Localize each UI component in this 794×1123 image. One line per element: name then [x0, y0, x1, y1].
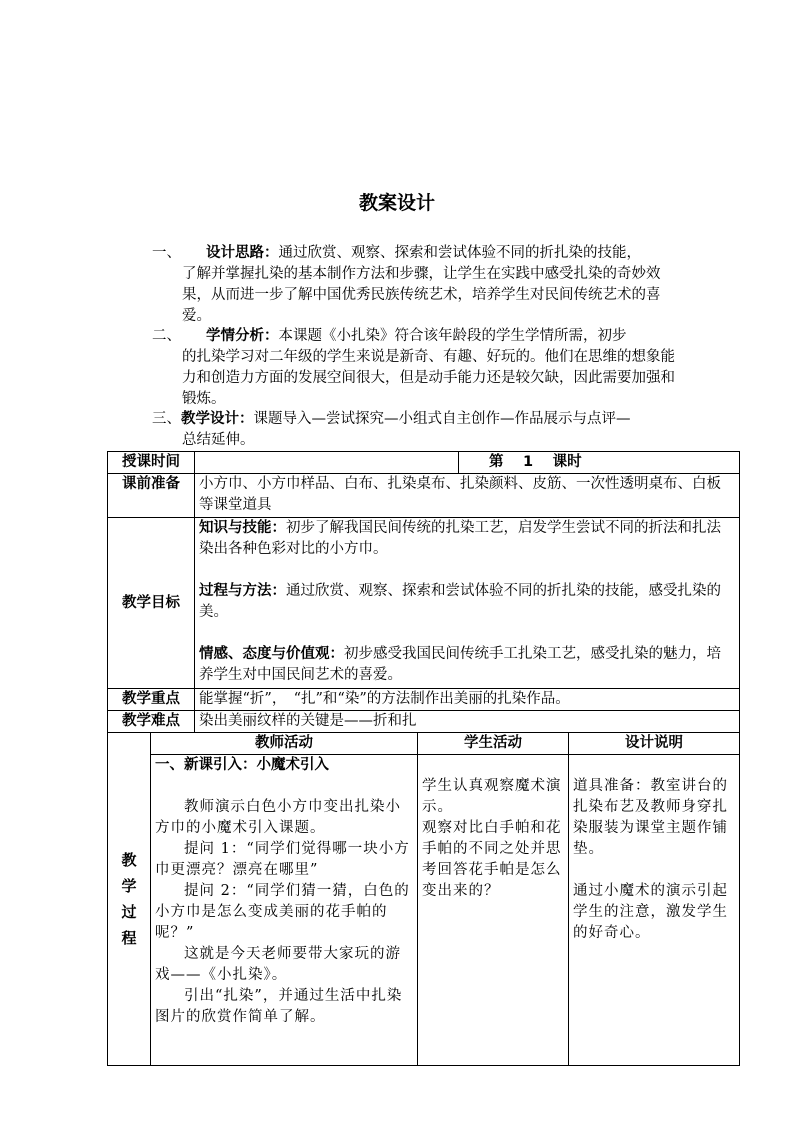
- key-value: 能掌握“折”， “扎”和“染”的方法制作出美丽的扎染作品。: [195, 689, 740, 711]
- section-text-cont: 的扎染学习对二年级的学生来说是新奇、有趣、好玩的。他们在思维的想象能力和创造力方面的发展空间很大，但是动手能力还是较欠缺，因此需要加强和锻炼。: [182, 349, 675, 407]
- time-label: 授课时间: [108, 452, 195, 474]
- row-difficulty: [108, 711, 740, 733]
- difficulty-value: 染出美丽纹样的关键是——折和扎: [195, 711, 740, 733]
- goal-process: [199, 581, 735, 623]
- difficulty-label: 教学难点: [108, 711, 195, 733]
- goal-heading: 情感、态度与价值观：: [199, 646, 344, 662]
- key-label: 教学重点: [108, 689, 195, 711]
- goal-knowledge: [199, 518, 735, 560]
- section-learner-analysis: [152, 326, 678, 410]
- row-prep: [108, 474, 740, 518]
- row-process-content: [108, 755, 740, 1066]
- student-activity: [418, 755, 569, 1066]
- student-para: 观察对比白手帕和花手帕的不同之处并思考回答花手帕是怎么变出来的？: [422, 820, 562, 899]
- section-heading: 设计思路：: [206, 245, 279, 261]
- section-heading: 学情分析：: [206, 328, 279, 344]
- goal-text: 通过欣赏、观察、探索和尝试体验不同的折扎染的技能，感受扎染的美。: [199, 583, 721, 620]
- goal-text: 初步了解我国民间传统的扎染工艺，启发学生尝试不同的折法和扎法染出各种色彩对比的小方巾。: [199, 520, 721, 557]
- section-text-cont: 总结延伸。: [182, 432, 255, 448]
- teacher-para: 提问 1：“同学们觉得哪一块小方巾更漂亮？漂亮在哪里”: [155, 841, 410, 878]
- teacher-para: 这就是今天老师要带大家玩的游戏——《小扎染》。: [155, 946, 401, 983]
- section-number: 二、: [152, 328, 181, 344]
- col-design: 设计说明: [569, 733, 740, 755]
- col-teacher: 教师活动: [151, 733, 418, 755]
- process-label: [108, 733, 151, 1066]
- section-text: 本课题《小扎染》符合该年龄段的学生学情所需，初步: [278, 328, 627, 344]
- goal-emotion: [199, 644, 735, 686]
- prep-label: 课前准备: [108, 474, 195, 518]
- page-title: 教案设计: [358, 192, 435, 214]
- goal-text: 初步感受我国民间传统手工扎染工艺，感受扎染的魅力，培养学生对中国民间艺术的喜爱。: [199, 646, 721, 683]
- process-char: 学: [121, 877, 137, 895]
- col-student: 学生活动: [418, 733, 569, 755]
- teacher-activity: [151, 755, 418, 1066]
- section-teaching-design: [152, 409, 678, 451]
- section-text: 课题导入—尝试探究—小组式自主创作—作品展示与点评—: [253, 411, 631, 427]
- section-number: 三、: [152, 411, 181, 427]
- teacher-heading: 一、新课引入：小魔术引入: [155, 757, 329, 773]
- goal-heading: 过程与方法：: [199, 583, 286, 599]
- lesson-table: [107, 451, 740, 1066]
- lesson-number: 第 1 课时: [459, 452, 740, 474]
- row-process-header: [108, 733, 740, 755]
- goal-content: [195, 518, 740, 689]
- prep-value: 小方巾、小方巾样品、白布、扎染桌布、扎染颜料、皮筋、一次性透明桌布、白板等课堂道具: [195, 474, 740, 518]
- design-para: 道具准备：教室讲台的扎染布艺及教师身穿扎染服装为课堂主题作铺垫。: [573, 778, 728, 857]
- row-goals: [108, 518, 740, 689]
- teacher-para: 教师演示白色小方巾变出扎染小方巾的小魔术引入课题。: [155, 799, 401, 836]
- process-char: 程: [121, 929, 137, 947]
- student-para: 学生认真观察魔术演示。: [422, 778, 562, 815]
- time-value: [195, 452, 459, 474]
- goal-label: 教学目标: [108, 518, 195, 689]
- row-key: [108, 689, 740, 711]
- section-number: 一、: [152, 245, 181, 261]
- section-text: 通过欣赏、观察、探索和尝试体验不同的折扎染的技能，: [278, 245, 641, 261]
- process-char: 教: [121, 851, 137, 869]
- section-text-cont: 了解并掌握扎染的基本制作方法和步骤，让学生在实践中感受扎染的奇妙效果，从而进一步了解中国优秀民族传统艺术，培养学生对民间传统艺术的喜爱。: [182, 266, 661, 324]
- design-notes: [569, 755, 740, 1066]
- teacher-para: 提问 2：“同学们猜一猜，白色的小方巾是怎么变成美丽的花手帕的呢？”: [155, 883, 410, 941]
- process-char: 过: [121, 903, 137, 921]
- row-time: [108, 452, 740, 474]
- teacher-para: 引出“扎染”，并通过生活中扎染图片的欣赏作简单了解。: [155, 988, 403, 1025]
- goal-heading: 知识与技能：: [199, 520, 286, 536]
- section-heading: 教学设计：: [181, 411, 254, 427]
- design-para: 通过小魔术的演示引起学生的注意，激发学生的好奇心。: [573, 883, 728, 941]
- section-design-idea: [152, 243, 678, 327]
